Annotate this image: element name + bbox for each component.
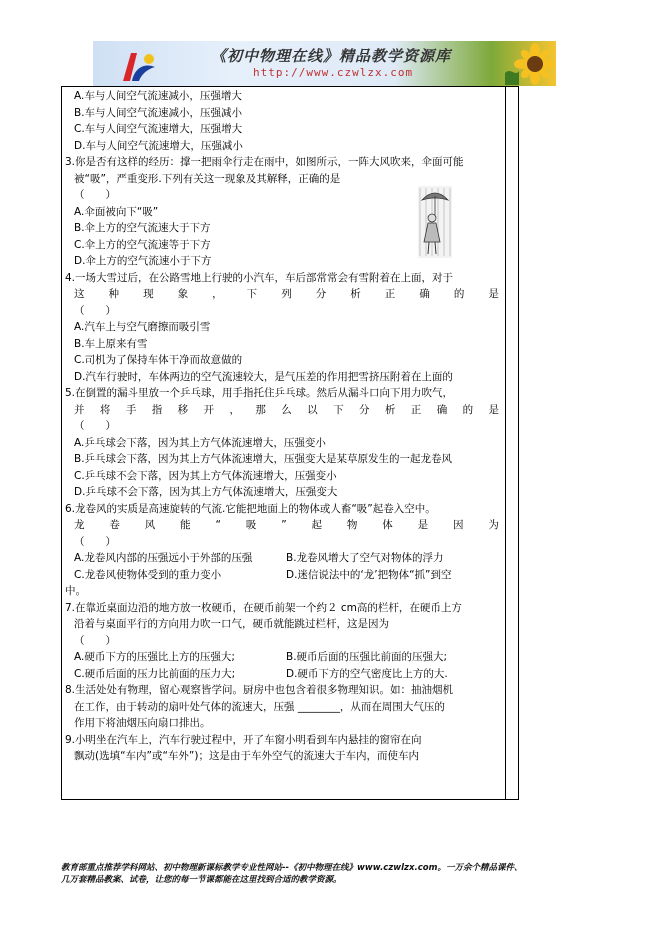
text-segment: 确 [436, 403, 448, 416]
text-line: B.车与人间空气流速减小，压强减小 [74, 106, 243, 119]
text-line [63, 666, 503, 683]
text-segment: 移 [177, 403, 189, 416]
banner-title: 《初中物理在线》精品教学资源库 [211, 47, 452, 65]
page-footer [61, 862, 621, 886]
text-segment: 起 [311, 519, 323, 531]
text-line: B.乒乓球会下落，因为其上方气体流速增大，压强变大是某草原发生的一起龙卷风 [74, 453, 453, 465]
text-line: 4.一场大雪过后，在公路雪地上行驶的小汽车，车后部常常会有雪附着在上面，对于 [65, 271, 454, 284]
text-line: 3.你是否有这样的经历：撑一把雨伞行走在雨中，如图所示，一阵大风吹来，伞面可能 [65, 156, 464, 168]
text-line: A.车与人间空气流速减小，压强增大 [74, 90, 242, 102]
text-segment: ， [212, 288, 223, 300]
umbrella-girl-figure [418, 186, 452, 258]
text-segment: 正 [410, 403, 422, 416]
footer-line-2: 几万套精品教案、试卷，让您的每一节课都能在这里找到合适的教学资源。 [61, 875, 342, 885]
text-segment: A.硬币下方的压强比上方的压强大; [74, 651, 235, 663]
text-line: B.车上原来有雪 [74, 337, 148, 350]
text-line [63, 286, 503, 303]
banner-url[interactable]: http://www.czwlzx.com [253, 66, 414, 79]
logo-icon [115, 47, 161, 83]
text-line: D.伞上方的空气流速小于下方 [74, 255, 212, 267]
text-line: 6.龙卷风的实质是高速旋转的气流.它能把地面上的物体或人畜“吸”起卷入空中。 [65, 502, 436, 515]
text-line: 被“吸”，严重变形.下列有关这一现象及其解释，正确的是 [74, 172, 341, 185]
text-segment: A.龙卷风内部的压强远小于外部的压强 [74, 552, 253, 564]
text-line: （ ） [74, 189, 116, 201]
text-line: B.伞上方的空气流速大于下方 [74, 222, 211, 234]
text-segment: 开 [203, 403, 215, 416]
text-segment: 种 [108, 288, 120, 300]
text-line: 飘动(选填“车内”或“车外”)；这是由于车外空气的流速大于车内，而使车内 [74, 750, 419, 762]
text-segment: 这 [74, 288, 85, 300]
text-line [63, 567, 503, 584]
table-column-divider [505, 86, 506, 800]
text-line: 5.在倒置的漏斗里放一个乒乓球，用手指托住乒乓球。然后从漏斗口向下用力吹气， [65, 387, 454, 399]
text-segment: 确 [419, 288, 430, 300]
text-segment: “ [215, 519, 221, 531]
text-segment: 以 [307, 403, 318, 416]
text-line: A.乒乓球会下落，因为其上方气体流速增大，压强变小 [74, 436, 326, 449]
text-line: 9.小明坐在汽车上，汽车行驶过程中，开了车窗小明看到车内悬挂的窗帘在向 [65, 733, 422, 746]
text-segment: 吸 [245, 519, 257, 531]
text-segment: 龙 [74, 519, 85, 531]
text-segment: 分 [358, 403, 370, 416]
text-segment: 象 [177, 288, 189, 300]
text-segment: 么 [281, 403, 292, 416]
text-segment: 能 [180, 519, 191, 531]
text-segment: 将 [99, 403, 111, 416]
text-line: 中。 [65, 585, 86, 597]
text-line: 在工作，由于转动的扇叶处气体的流速大，压强 ________，从而在周围大气压的 [74, 700, 445, 713]
text-segment: 下 [246, 288, 258, 300]
text-line: （ ） [74, 420, 116, 432]
text-segment: D.迷信说法中的‘龙’把物体“抓”到空 [286, 568, 452, 581]
text-segment: 指 [151, 403, 163, 416]
text-line [63, 649, 503, 666]
text-line: （ ） [74, 634, 116, 647]
text-line: C.车与人间空气流速增大，压强增大 [74, 123, 243, 135]
text-line: C.伞上方的空气流速等于下方 [74, 238, 211, 251]
text-segment: 现 [143, 288, 154, 300]
text-segment: 析 [350, 288, 361, 300]
text-line [63, 550, 503, 567]
text-segment: 正 [384, 288, 396, 300]
text-segment: 是 [417, 519, 429, 531]
text-segment: 的 [453, 288, 465, 300]
text-line: 7.在靠近桌面边沿的地方放一枚硬币，在硬币前架一个约２ cm高的栏杆，在硬币上方 [65, 601, 462, 614]
text-segment: C.龙卷风使物体受到的重力变小 [74, 568, 222, 581]
text-segment: 因 [453, 519, 464, 531]
text-line: （ ） [74, 304, 116, 317]
text-line: D.乒乓球不会下落，因为其上方气体流速增大，压强变大 [74, 486, 338, 498]
text-line [63, 402, 503, 419]
text-segment: ” [281, 519, 287, 531]
text-segment: 物 [346, 519, 358, 531]
text-segment: 为 [488, 519, 499, 531]
sunflower-icon [505, 43, 553, 85]
text-segment: 列 [281, 288, 292, 300]
text-segment: ， [229, 403, 240, 416]
text-line: 8.生活处处有物理，留心观察皆学问。厨房中也包含着很多物理知识。如：抽油烟机 [65, 684, 454, 696]
text-segment: D.硬币下方的空气密度比上方的大. [286, 667, 448, 680]
text-segment: 风 [144, 519, 156, 531]
text-segment: 下 [333, 403, 344, 416]
text-line: C.乒乓球不会下落，因为其上方气体流速增大，压强变小 [74, 469, 337, 482]
text-line: 作用下将油烟压向扇口排出。 [74, 717, 211, 729]
text-segment: B.硬币后面的压强比前面的压强大; [286, 651, 448, 663]
text-segment: 的 [462, 403, 474, 416]
text-line: D.汽车行驶时，车体两边的空气流速较大，是气压差的作用把雪挤压附着在上面的 [74, 370, 453, 383]
text-segment: 析 [384, 403, 396, 416]
text-line: C.司机为了保持车体干净而故意做的 [74, 354, 243, 366]
text-segment: B.龙卷风增大了空气对物体的浮力 [286, 552, 444, 564]
text-line: （ ） [74, 535, 116, 548]
text-line [63, 517, 503, 534]
header-banner [93, 41, 556, 86]
footer-line-1: 教育部重点推荐学科网站、初中物理新课标教学专业性网站--《初中物理在线》www.czwlzx.com。一万余个精品课件、 [61, 863, 523, 873]
text-line: A.伞面被向下“吸” [74, 205, 159, 218]
text-line: 沿着与桌面平行的方向用力吹一口气，硬币就能跳过栏杆，这是因为 [74, 618, 389, 630]
text-segment: C.硬币后面的压力比前面的压力大; [74, 667, 236, 680]
text-segment: 并 [74, 403, 85, 416]
text-segment: 分 [315, 288, 327, 300]
text-segment: 那 [255, 403, 266, 416]
text-segment: 体 [382, 519, 393, 531]
text-segment: 是 [488, 288, 499, 300]
text-line: A.汽车上与空气磨擦而吸引雪 [74, 321, 211, 333]
text-segment: 卷 [109, 519, 120, 531]
text-segment: 是 [488, 403, 499, 416]
text-segment: 手 [125, 403, 137, 416]
text-line: D.车与人间空气流速增大，压强减小 [74, 139, 243, 152]
